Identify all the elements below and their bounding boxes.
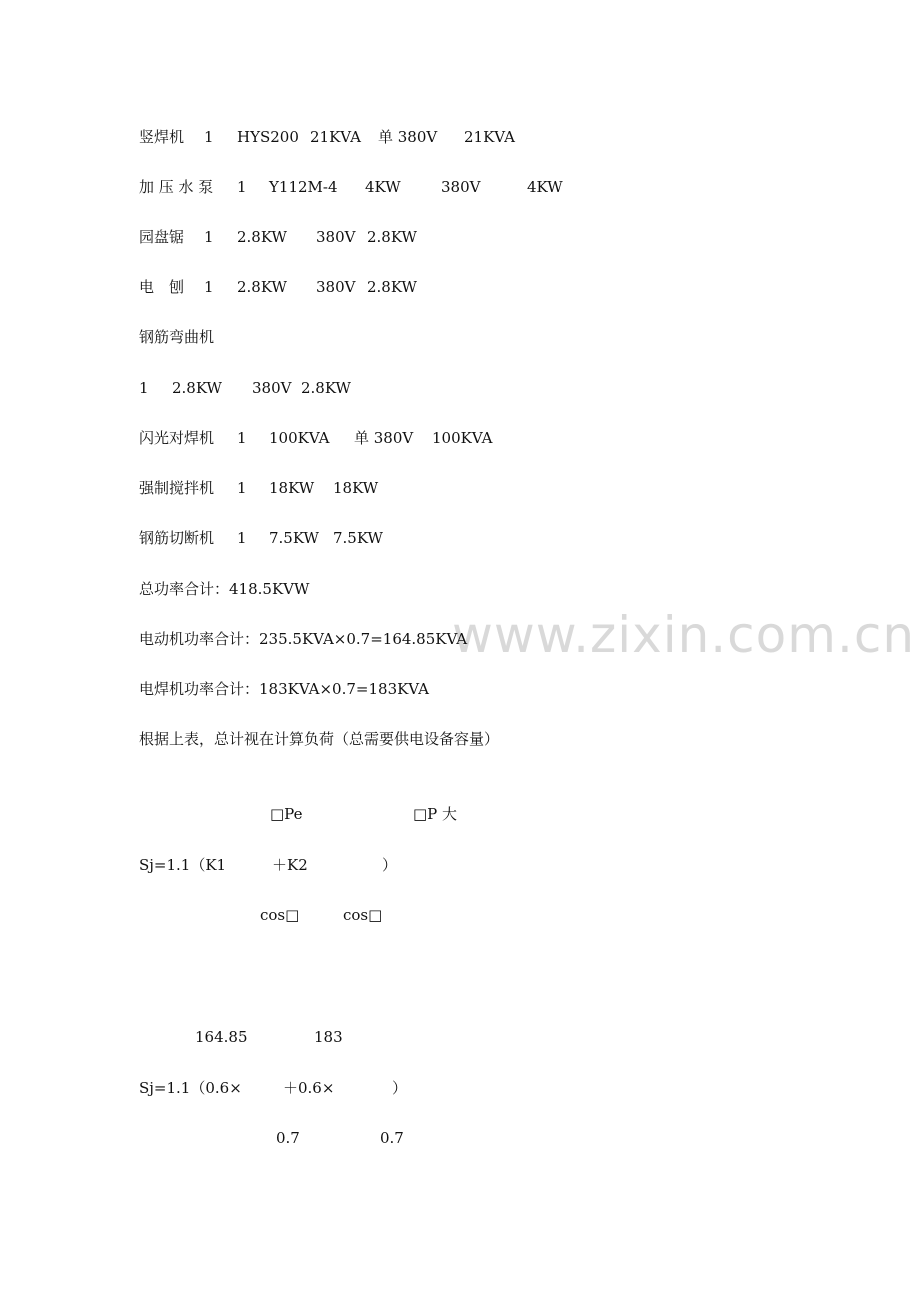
equipment-voltage: 单 380V	[378, 128, 438, 146]
formula-denominator-1: 0.7	[276, 1129, 300, 1147]
equipment-power: 100KVA	[269, 429, 330, 447]
equipment-voltage: 380V	[252, 379, 292, 397]
equipment-qty: 1	[237, 178, 247, 196]
equipment-total: 21KVA	[464, 128, 515, 146]
formula-denominator-1: cos□	[260, 906, 300, 924]
formula-main: Sj=1.1（0.6×	[139, 1079, 242, 1097]
equipment-power: 4KW	[365, 178, 401, 196]
equipment-name: 钢筋弯曲机	[139, 328, 215, 346]
equipment-model: Y112M-4	[269, 178, 338, 196]
equipment-name: 电 刨	[139, 278, 185, 296]
formula-close: ）	[382, 856, 398, 874]
formula-main: Sj=1.1（K1	[139, 856, 227, 874]
equipment-power: 21KVA	[310, 128, 361, 146]
equipment-total: 4KW	[527, 178, 563, 196]
formula-plus-term: ＋K2	[272, 856, 308, 874]
equipment-power: 2.8KW	[237, 278, 287, 296]
formula-numerator-1: □Pe	[270, 805, 303, 823]
equipment-voltage: 380V	[316, 228, 356, 246]
equipment-total: 2.8KW	[367, 228, 417, 246]
equipment-qty: 1	[204, 228, 214, 246]
equipment-voltage: 380V	[316, 278, 356, 296]
equipment-total: 18KW	[333, 479, 379, 497]
formula-numerator-2: □P 大	[413, 805, 458, 823]
calc-intro-line: 根据上表，总计视在计算负荷（总需要供电设备容量）	[139, 730, 500, 748]
equipment-qty: 1	[139, 379, 149, 397]
equipment-qty: 1	[204, 278, 214, 296]
equipment-qty: 1	[237, 529, 247, 547]
watermark: www.zixin.com.cn	[452, 606, 916, 664]
equipment-name: 强制搅拌机	[139, 479, 215, 497]
equipment-qty: 1	[204, 128, 214, 146]
equipment-voltage: 单 380V	[354, 429, 414, 447]
equipment-name: 闪光对焊机	[139, 429, 215, 447]
formula-numerator-1: 164.85	[195, 1028, 248, 1046]
equipment-power: 7.5KW	[269, 529, 319, 547]
formula-denominator-2: 0.7	[380, 1129, 404, 1147]
formula-numerator-2: 183	[314, 1028, 343, 1046]
motor-power-line: 电动机功率合计：235.5KVA×0.7=164.85KVA	[139, 630, 468, 648]
equipment-name: 园盘锯	[139, 228, 185, 246]
equipment-qty: 1	[237, 479, 247, 497]
welder-power-line: 电焊机功率合计：183KVA×0.7=183KVA	[139, 680, 429, 698]
formula-close: ）	[392, 1079, 408, 1097]
equipment-name: 加 压 水 泵	[139, 178, 214, 196]
equipment-voltage: 380V	[441, 178, 481, 196]
equipment-model: HYS200	[237, 128, 299, 146]
equipment-name: 钢筋切断机	[139, 529, 215, 547]
total-power-line: 总功率合计：418.5KVW	[139, 580, 310, 598]
equipment-total: 2.8KW	[301, 379, 351, 397]
equipment-power: 18KW	[269, 479, 315, 497]
formula-denominator-2: cos□	[343, 906, 383, 924]
equipment-total: 100KVA	[432, 429, 493, 447]
formula-plus-term: ＋0.6×	[283, 1079, 335, 1097]
equipment-total: 7.5KW	[333, 529, 383, 547]
equipment-power: 2.8KW	[172, 379, 222, 397]
equipment-total: 2.8KW	[367, 278, 417, 296]
equipment-name: 竖焊机	[139, 128, 185, 146]
equipment-power: 2.8KW	[237, 228, 287, 246]
equipment-qty: 1	[237, 429, 247, 447]
